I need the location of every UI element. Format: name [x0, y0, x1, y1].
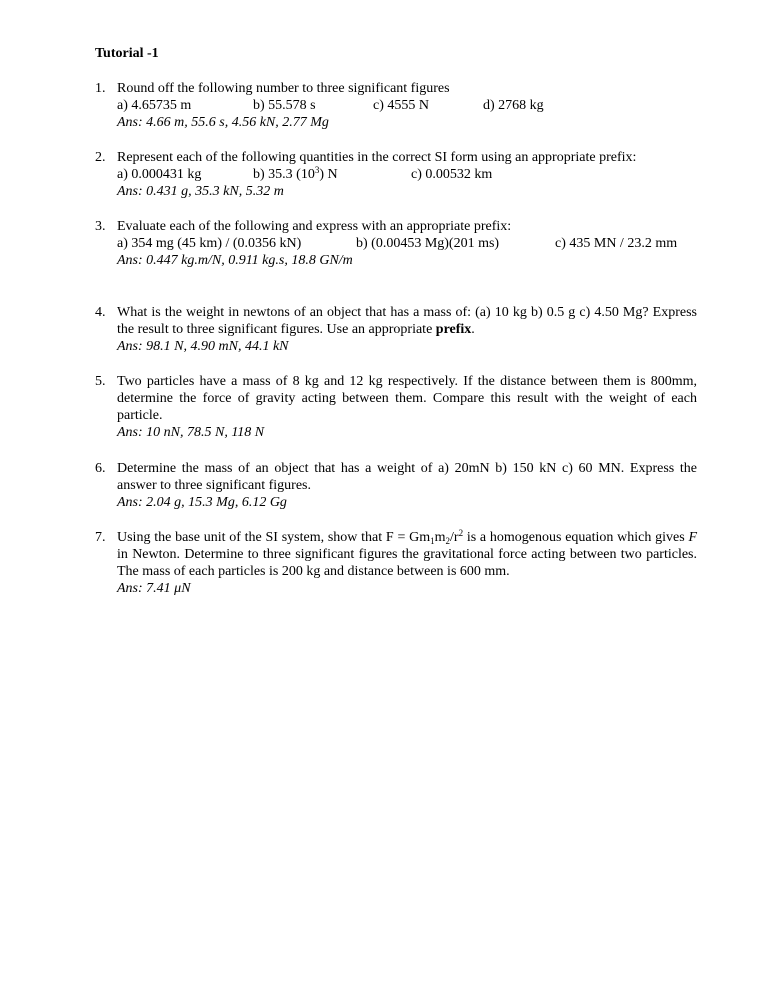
question-5 — [95, 373, 697, 441]
question-text: Determine the mass of an object that has a weight of a) 20mN b) 150 kN c) 60 MN. Express the answer to three significant figures. — [117, 461, 697, 493]
option-a: a) 0.000431 kg — [117, 167, 202, 182]
option-a: a) 4.65735 m — [117, 98, 192, 113]
answer-text: Ans: 2.04 g, 15.3 Mg, 6.12 Gg — [117, 495, 287, 510]
question-number: 2. — [95, 150, 106, 165]
question-1 — [95, 80, 697, 131]
question-6 — [95, 460, 697, 511]
question-3 — [95, 218, 697, 269]
option-b: b) (0.00453 Mg)(201 ms) — [356, 236, 500, 251]
answer-text: Ans: 98.1 N, 4.90 mN, 44.1 kN — [117, 339, 289, 354]
options-row — [117, 235, 697, 252]
option-c: c) 4555 N — [373, 98, 429, 113]
answer-text: Ans: 7.41 μN — [117, 581, 191, 596]
answer-text: Ans: 4.66 m, 55.6 s, 4.56 kN, 2.77 Mg — [117, 115, 329, 130]
question-4 — [95, 304, 697, 355]
page-title: Tutorial -1 — [95, 46, 159, 61]
question-number: 4. — [95, 305, 106, 320]
answer-text: Ans: 10 nN, 78.5 N, 118 N — [117, 425, 265, 440]
question-number: 3. — [95, 219, 106, 234]
option-c: c) 435 MN / 23.2 mm — [555, 236, 678, 251]
option-d: d) 2768 kg — [483, 98, 544, 113]
question-number: 5. — [95, 374, 106, 389]
question-text: Using the base unit of the SI system, show that $F = Gm_1m_2/r^2$ is a homogenous equation which gives F in Newton. Determine to three significant figures the gravitational force acting between two particles. The mass of each particles is 200 kg and distance between is 600 mm. — [117, 528, 698, 579]
question-text: Evaluate each of the following and express with an appropriate prefix: — [117, 219, 512, 234]
question-7 — [95, 529, 697, 597]
question-text: What is the weight in newtons of an object that has a mass of: (a) 10 kg b) 0.5 g c) 4.50 Mg? Express the result to three significant figures. Use an appropriate prefix. — [117, 305, 697, 337]
option-b: b) 55.578 s — [253, 98, 316, 113]
bold-term: prefix — [435, 322, 472, 337]
question-text: Two particles have a mass of 8 kg and 12 kg respectively. If the distance between them is 800mm, determine the force of gravity acting between them. Compare this result with the weight of each particle. — [117, 374, 697, 423]
question-text: Round off the following number to three significant figures — [117, 81, 450, 96]
answer-text: Ans: 0.447 kg.m/N, 0.911 kg.s, 18.8 GN/m — [117, 253, 353, 268]
question-number: 6. — [95, 461, 106, 476]
answer-text: Ans: 0.431 g, 35.3 kN, 5.32 m — [117, 184, 284, 199]
italic-symbol: F — [688, 530, 698, 545]
question-2 — [95, 149, 697, 200]
options-row — [117, 97, 697, 114]
option-c: c) 0.00532 km — [411, 167, 493, 182]
options-row — [117, 166, 697, 183]
option-a: a) 354 mg (45 km) / (0.0356 kN) — [117, 236, 302, 251]
question-text: Represent each of the following quantities in the correct SI form using an appropriate prefix: — [117, 150, 637, 165]
question-number: 7. — [95, 530, 106, 545]
option-b: b) 35.3 $(10^3)$ N — [253, 165, 338, 182]
question-number: 1. — [95, 81, 106, 96]
